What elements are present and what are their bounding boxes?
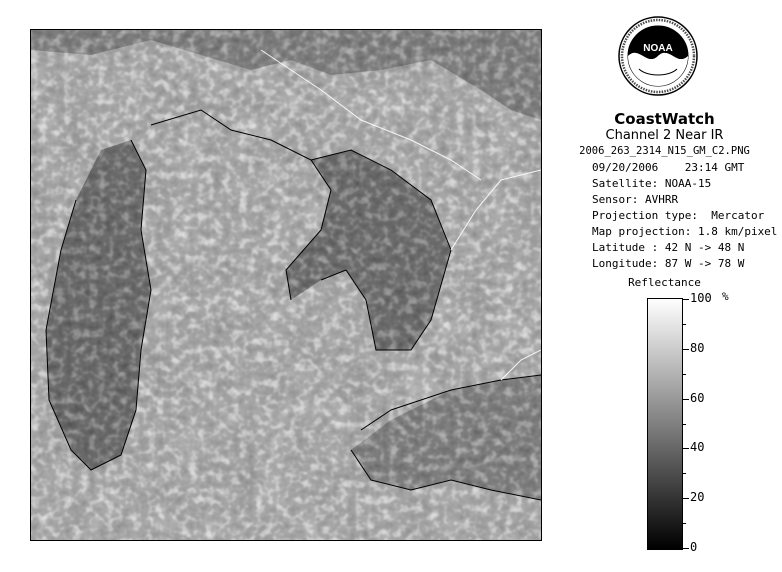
longitude: Longitude: 87 W -> 78 W (592, 257, 745, 270)
latitude: Latitude : 42 N -> 48 N (592, 241, 745, 254)
colorbar-minor-tick (683, 424, 686, 425)
colorbar-tick (683, 548, 689, 549)
brand-title: CoastWatch (614, 110, 715, 128)
colorbar-tick-label: 0 (690, 540, 698, 554)
map-projection: Map projection: 1.8 km/pixel (592, 225, 778, 238)
colorbar-tick (683, 349, 689, 350)
colorbar-tick-label: 100 (690, 291, 712, 305)
colorbar-tick (683, 299, 689, 300)
colorbar-minor-tick (683, 473, 686, 474)
channel-title: Channel 2 Near IR (605, 128, 724, 143)
satellite-map[interactable] (30, 29, 542, 541)
colorbar-minor-tick (683, 374, 686, 375)
colorbar-minor-tick (683, 324, 686, 325)
colorbar-unit: % (722, 290, 729, 303)
projection-type: Projection type: Mercator (592, 209, 765, 222)
colorbar (647, 298, 683, 550)
colorbar-tick (683, 399, 689, 400)
noaa-logo (617, 15, 699, 97)
colorbar-minor-tick (683, 523, 686, 524)
colorbar-tick (683, 448, 689, 449)
colorbar-tick-label: 80 (690, 340, 705, 355)
colorbar-tick (683, 498, 689, 499)
colorbar-tick-label: 20 (690, 490, 705, 505)
map-image (31, 30, 541, 540)
filename: 2006_263_2314_N15_GM_C2.PNG (579, 145, 750, 157)
logo-text: NOAA (643, 43, 673, 54)
datetime: 09/20/2006 23:14 GMT (592, 161, 745, 174)
colorbar-tick-label: 60 (690, 390, 705, 405)
cloud-speckle (31, 30, 541, 540)
colorbar-tick-label: 40 (690, 440, 705, 455)
colorbar-title: Reflectance (628, 276, 701, 289)
sensor: Sensor: AVHRR (592, 193, 679, 206)
satellite: Satellite: NOAA-15 (592, 177, 712, 190)
